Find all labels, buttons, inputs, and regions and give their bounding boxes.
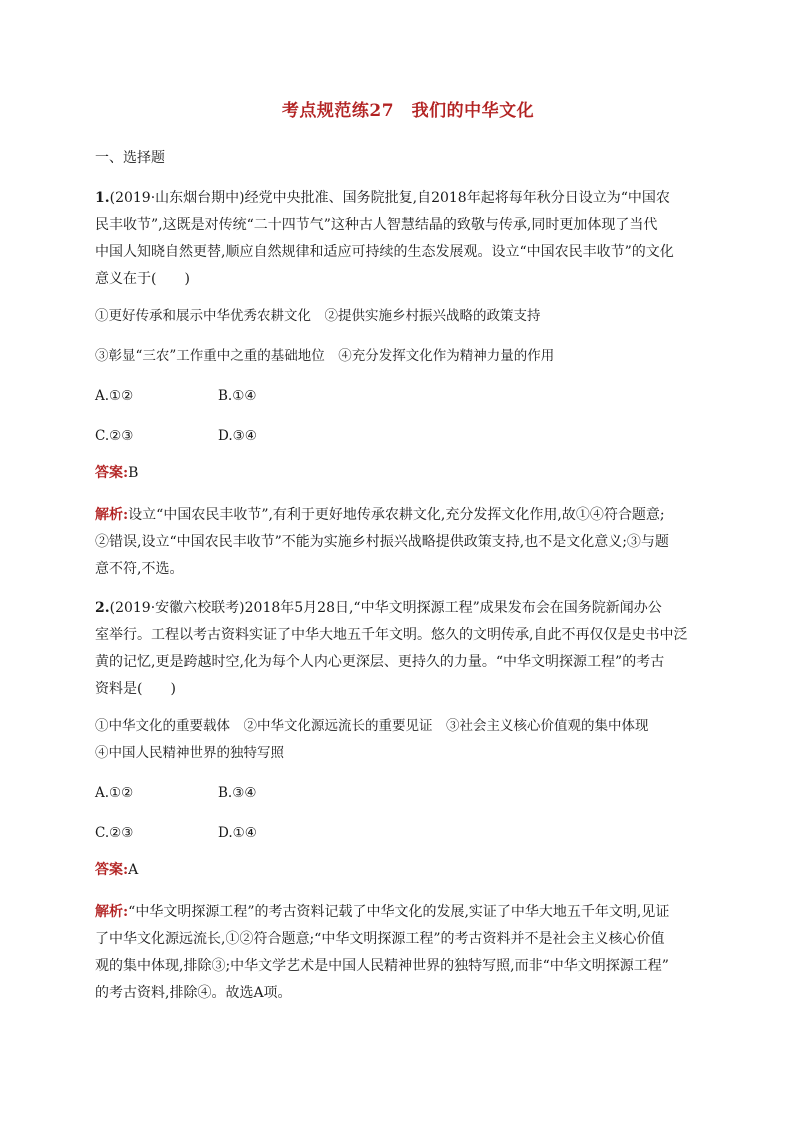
analysis-line: ②错误,设立“中国农民丰收节”不能为实施乡村振兴战略提供政策支持,也不是文化意义;③与题: [95, 534, 669, 550]
statement-line: ④中国人民精神世界的独特写照: [95, 745, 284, 761]
question-statements: [95, 713, 709, 767]
analysis-line: 的考古资料,排除④。故选A项。: [95, 985, 292, 1001]
stem-line: 1.(2019·山东烟台期中)经党中央批准、国务院批复,自2018年起将每年秋分日设立为“中国农: [95, 190, 670, 206]
answer: [95, 462, 709, 482]
question-stem: [95, 185, 709, 293]
answer: [95, 859, 709, 879]
statement-line: ①中华文化的重要载体 ②中华文化源远流长的重要见证 ③社会主义核心价值观的集中体现: [95, 718, 649, 734]
stem-line: 黄的记忆,更是跨越时空,化为每个人内心更深层、更持久的力量。“中华文明探源工程”的考古: [95, 654, 665, 670]
option-b: B.①④: [218, 387, 257, 404]
question-number: 2.: [95, 600, 110, 616]
option-d: D.③④: [218, 427, 257, 444]
option-c: C.②③: [95, 824, 134, 841]
stem-line: 民丰收节”,这既是对传统“二十四节气”这种古人智慧结晶的致敬与传承,同时更加体现了当代: [95, 217, 658, 233]
answer-options: [95, 382, 709, 449]
section-heading: 一、选择题: [95, 150, 165, 166]
option-b: B.③④: [218, 784, 257, 801]
page-title: 考点规范练27 我们的中华文化: [281, 101, 535, 121]
question-2: [95, 595, 709, 1007]
answer-value: B: [128, 465, 139, 481]
question-stem: [95, 595, 709, 703]
analysis-line: 意不符,不选。: [95, 561, 184, 577]
statement-line: ③彰显“三农”工作重中之重的基础地位 ④充分发挥文化作为精神力量的作用: [95, 348, 555, 364]
analysis-label: 解析:: [95, 507, 129, 523]
stem-line: 2.(2019·安徽六校联考)2018年5月28日,“中华文明探源工程”成果发布会在国务院新闻办公: [95, 600, 662, 616]
analysis: [95, 899, 709, 1007]
question-1: [95, 185, 709, 583]
option-a: A.①②: [95, 784, 134, 801]
analysis-line: 解析:“中华文明探源工程”的考古资料记载了中华文化的发展,实证了中华大地五千年文明,见证: [95, 904, 670, 920]
analysis-label: 解析:: [95, 904, 129, 920]
option-row: [95, 422, 709, 449]
option-row: [95, 779, 709, 806]
option-d: D.①④: [218, 824, 257, 841]
question-statements: [95, 303, 709, 370]
option-row: [95, 819, 709, 846]
stem-line: 中国人知晓自然更替,顺应自然规律和适应可持续的生态发展观。设立“中国农民丰收节”的文化: [95, 244, 674, 260]
stem-line: 室举行。工程以考古资料实证了中华大地五千年文明。悠久的文明传承,自此不再仅仅是史书中泛: [95, 627, 688, 643]
analysis-line: 解析:设立“中国农民丰收节”,有利于更好地传承农耕文化,充分发挥文化作用,故①④符合题意;: [95, 507, 665, 523]
question-number: 1.: [95, 190, 110, 206]
stem-line: 资料是( ): [95, 681, 176, 697]
answer-options: [95, 779, 709, 846]
analysis-line: 了中华文化源远流长,①②符合题意;“中华文明探源工程”的考古资料并不是社会主义核心价值: [95, 931, 665, 947]
option-a: A.①②: [95, 387, 134, 404]
statement-line: ①更好传承和展示中华优秀农耕文化 ②提供实施乡村振兴战略的政策支持: [95, 308, 541, 324]
option-row: [95, 382, 709, 409]
answer-label: 答案:: [95, 862, 129, 878]
answer-label: 答案:: [95, 465, 129, 481]
analysis-line: 观的集中体现,排除③;中华文学艺术是中国人民精神世界的独特写照,而非“中华文明探源工程”: [95, 958, 669, 974]
stem-line: 意义在于( ): [95, 271, 190, 287]
analysis: [95, 502, 709, 583]
option-c: C.②③: [95, 427, 134, 444]
answer-value: A: [128, 862, 139, 878]
